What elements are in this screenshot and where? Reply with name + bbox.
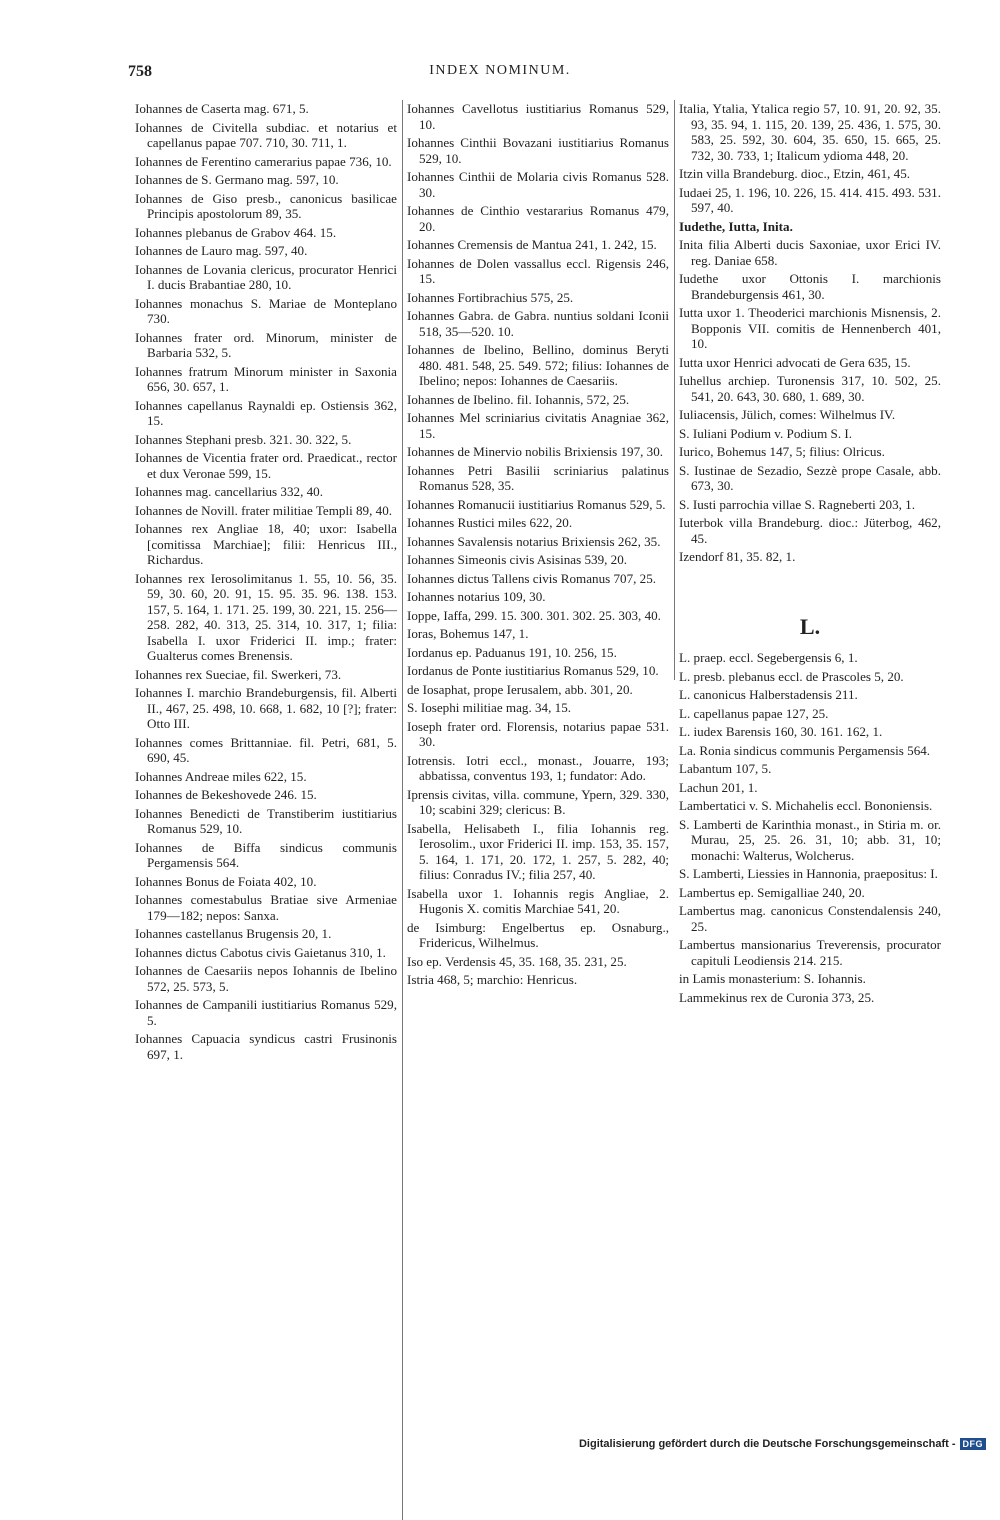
index-entry: Iudethe uxor Ottonis I. marchionis Brandeburgensis 461, 30. bbox=[679, 271, 941, 302]
index-entry: in Lamis monasterium: S. Iohannis. bbox=[679, 971, 866, 986]
index-entry: S. Iuliani Podium v. Podium S. I. bbox=[679, 425, 853, 441]
index-entry: Iordanus de Ponte iustitiarius Romanus 529, 10. bbox=[407, 663, 659, 678]
index-entry: Iohannes de Biffa sindicus communis Pergamensis 564. bbox=[135, 839, 397, 870]
index-entry: Izendorf 81, 35. 82, 1. bbox=[679, 549, 796, 564]
index-entry: Iprensis civitas, villa. commune, Ypern, 329. 330, 10; scabini 329; clericus: B. bbox=[407, 786, 669, 817]
index-entry: Ioras, Bohemus 147, 1. bbox=[407, 626, 529, 641]
index-entry: L. presb. plebanus eccl. de Prascoles 5, 20. bbox=[679, 668, 904, 684]
index-entry: Iohannes Capuacia syndicus castri Frusinonis 697, 1. bbox=[135, 1031, 397, 1062]
page-number: 758 bbox=[128, 63, 152, 80]
index-entry: Iohannes castellanus Brugensis 20, 1. bbox=[135, 926, 332, 941]
index-entry: Iohannes de Minervio nobilis Brixiensis 197, 30. bbox=[407, 444, 664, 459]
index-entry: Iohannes de Dolen vassallus eccl. Rigensis 246, 15. bbox=[407, 255, 669, 286]
index-entry: S. Iusti parrochia villae S. Ragneberti 203, 1. bbox=[679, 496, 916, 512]
index-entry: Lambertus ep. Semigalliae 240, 20. bbox=[679, 884, 865, 900]
group-heading: Iudethe, Iutta, Inita. bbox=[679, 218, 793, 234]
index-entry: Iotrensis. Iotri eccl., monast., Jouarre, 193; abbatissa, conventus 193, 1; fundator: Ado. bbox=[407, 752, 669, 783]
index-entry: Iohannes de Giso presb., canonicus basilicae Principis apostolorum 89, 35. bbox=[135, 190, 397, 221]
index-entry: Iohannes de Lauro mag. 597, 40. bbox=[135, 243, 308, 258]
index-entry: Iohannes Cremensis de Mantua 241, 1. 242, 15. bbox=[407, 237, 657, 252]
footer-text: Digitalisierung gefördert durch die Deutsche Forschungsgemeinschaft - bbox=[578, 1438, 956, 1450]
index-entry: Lambertus mag. canonicus Constendalensis 240, 25. bbox=[679, 903, 941, 934]
index-entry: Iohannes Andreae miles 622, 15. bbox=[135, 768, 307, 784]
index-entry: Iuliacensis, Jülich, comes: Wilhelmus IV. bbox=[679, 407, 896, 422]
index-entry: Istria 468, 5; marchio: Henricus. bbox=[407, 972, 578, 987]
index-entry: Iohannes de Vicentia frater ord. Praedicat., rector et dux Veronae 599, 15. bbox=[135, 450, 397, 481]
index-column-2 bbox=[407, 101, 669, 991]
index-entry: Iohannes rex Sueciae, fil. Swerkeri, 73. bbox=[135, 666, 342, 682]
index-entry: Iohannes Benedicti de Transtiberim iustitiarius Romanus 529, 10. bbox=[135, 805, 397, 836]
index-entry: Iohannes de Bekeshovede 246. 15. bbox=[135, 787, 317, 802]
index-entry: Iuhellus archiep. Turonensis 317, 10. 502, 25. 541, 20. 643, 30. 680, 1. 689, 30. bbox=[679, 373, 941, 404]
index-entry: de Iosaphat, prope Ierusalem, abb. 301, 20. bbox=[407, 681, 633, 697]
index-entry: Iohannes de Lovania clericus, procurator Henrici I. ducis Brabantiae 280, 10. bbox=[135, 261, 397, 292]
index-entry: Iohannes de Ferentino camerarius papae 736, 10. bbox=[135, 153, 392, 169]
index-entry: L. canonicus Halberstadensis 211. bbox=[679, 687, 858, 702]
index-entry: Ioseph frater ord. Florensis, notarius papae 531. 30. bbox=[407, 718, 669, 749]
index-entry: Iohannes de Caserta mag. 671, 5. bbox=[135, 101, 309, 116]
index-entry: Iohannes Stephani presb. 321. 30. 322, 5. bbox=[135, 431, 352, 447]
index-entry: Iohannes Cinthii Bovazani iustitiarius Romanus 529, 10. bbox=[407, 135, 669, 166]
index-entry: Iohannes notarius 109, 30. bbox=[407, 589, 546, 604]
index-entry: Ioppe, Iaffa, 299. 15. 300. 301. 302. 25. 303, 40. bbox=[407, 607, 661, 623]
index-entry: Iurico, Bohemus 147, 5; filius: Olricus. bbox=[679, 444, 885, 459]
index-entry: Iohannes capellanus Raynaldi ep. Ostiensis 362, 15. bbox=[135, 397, 397, 428]
index-entry: Isabella uxor 1. Iohannis regis Angliae, 2. Hugonis X. comitis Marchiae 541, 20. bbox=[407, 885, 669, 916]
index-entry: Iohannes comes Brittanniae. fil. Petri, 681, 5. 690, 45. bbox=[135, 734, 397, 765]
index-entry: L. praep. eccl. Segebergensis 6, 1. bbox=[679, 650, 858, 665]
index-entry: Iohannes rex Angliae 18, 40; uxor: Isabella [comitissa Marchiae]; filii: Henricus III., Richardus. bbox=[135, 521, 397, 567]
index-entry: Iohannes Savalensis notarius Brixiensis 262, 35. bbox=[407, 533, 661, 549]
index-entry: S. Lamberti de Karinthia monast., in Stiria m. or. Murau, 25, 25. 26. 31, 10; abb. 31, 10; monachi: Walterus, Wolcherus. bbox=[679, 816, 941, 863]
index-entry: Iohannes de S. Germano mag. 597, 10. bbox=[135, 172, 339, 187]
index-entry: Labantum 107, 5. bbox=[679, 761, 772, 776]
index-entry: Iudaei 25, 1. 196, 10. 226, 15. 414. 415. 493. 531. 597, 40. bbox=[679, 184, 941, 215]
page-header bbox=[0, 63, 1000, 83]
dfg-logo: DFG bbox=[960, 1438, 987, 1450]
index-entry: Itzin villa Brandeburg. dioc., Etzin, 461, 45. bbox=[679, 166, 911, 181]
letter-heading: L. bbox=[799, 613, 821, 639]
index-entry: Iohannes Rustici miles 622, 20. bbox=[407, 515, 573, 530]
index-entry: Iordanus ep. Paduanus 191, 10. 256, 15. bbox=[407, 644, 617, 660]
index-entry: Iohannes Bonus de Foiata 402, 10. bbox=[135, 873, 317, 889]
index-entry: Iohannes de Novill. frater militiae Templi 89, 40. bbox=[135, 502, 393, 518]
index-entry: Iutta uxor Henrici advocati de Gera 635, 15. bbox=[679, 354, 911, 370]
index-entry: Iuterbok villa Brandeburg. dioc.: Jüterbog, 462, 45. bbox=[679, 515, 941, 546]
index-entry: S. Lamberti, Liessies in Hannonia, praepositus: I. bbox=[679, 866, 938, 881]
index-entry: Inita filia Alberti ducis Saxoniae, uxor Erici IV. reg. Daniae 658. bbox=[679, 237, 941, 268]
index-entry: Iohannes de Ibelino, Bellino, dominus Beryti 480. 481. 548, 25. 549. 572; filius: Iohannes de Ibelino; nepos: Iohannes de Caesariis. bbox=[407, 342, 669, 388]
funding-footer bbox=[579, 1438, 986, 1450]
index-entry: Lachun 201, 1. bbox=[679, 779, 758, 795]
index-entry: Iohannes Petri Basilii scriniarius palatinus Romanus 528, 35. bbox=[407, 462, 669, 493]
index-entry: Iohannes comestabulus Bratiae sive Armeniae 179—182; nepos: Sanxa. bbox=[135, 892, 397, 923]
index-entry: Lambertatici v. S. Michahelis eccl. Bononiensis. bbox=[679, 798, 933, 813]
index-entry: Isabella, Helisabeth I., filia Iohannis reg. Ierosolim., uxor Friderici II. imp. 153, 35. 157, 5. 164, 1. 171, 20. 172, 1. 257, 5. 282, 40; filius: Conradus IV.; filia 257, 40. bbox=[407, 820, 669, 882]
index-entry: Iohannes Simeonis civis Asisinas 539, 20. bbox=[407, 552, 628, 567]
index-entry: Lammekinus rex de Curonia 373, 25. bbox=[679, 989, 875, 1005]
index-entry: Iohannes de Ibelino. fil. Iohannis, 572, 25. bbox=[407, 391, 630, 407]
index-entry: Iohannes de Caesariis nepos Iohannis de Ibelino 572, 25. 573, 5. bbox=[135, 963, 397, 994]
index-entry: Iohannes I. marchio Brandeburgensis, fil. Alberti II., 467, 25. 498, 10. 668, 1. 682, 10 [?]; frater: Otto III. bbox=[135, 685, 397, 731]
index-entry: S. Iustinae de Sezadio, Sezzè prope Casale, abb. 673, 30. bbox=[679, 462, 941, 493]
index-entry: Iohannes de Campanili iustitiarius Romanus 529, 5. bbox=[135, 997, 397, 1028]
index-entry: L. iudex Barensis 160, 30. 161. 162, 1. bbox=[679, 724, 883, 739]
index-entry: Iohannes de Cinthio vestararius Romanus 479, 20. bbox=[407, 203, 669, 234]
index-entry: Iohannes fratrum Minorum minister in Saxonia 656, 30. 657, 1. bbox=[135, 363, 397, 394]
running-head: INDEX NOMINUM. bbox=[429, 63, 571, 78]
index-entry: L. capellanus papae 127, 25. bbox=[679, 705, 829, 721]
index-entry: Iohannes Cinthii de Molaria civis Romanus 528. 30. bbox=[407, 169, 669, 200]
index-entry: Iohannes Gabra. de Gabra. nuntius soldani Iconii 518, 35—520. 10. bbox=[407, 308, 669, 339]
index-entry: Iohannes Mel scriniarius civitatis Anagniae 362, 15. bbox=[407, 410, 669, 441]
index-entry: Iohannes de Civitella subdiac. et notarius et capellanus papae 707. 710, 30. 711, 1. bbox=[135, 119, 397, 150]
index-entry: Lambertus mansionarius Treverensis, procurator capituli Leodiensis 214. 215. bbox=[679, 937, 941, 968]
index-entry: Iohannes frater ord. Minorum, minister de Barbaria 532, 5. bbox=[135, 329, 397, 360]
column-divider bbox=[402, 100, 403, 1520]
index-entry: Iohannes plebanus de Grabov 464. 15. bbox=[135, 224, 337, 240]
index-entry: de Isimburg: Engelbertus ep. Osnaburg., Fridericus, Wilhelmus. bbox=[407, 919, 669, 950]
index-entry: Iohannes Fortibrachius 575, 25. bbox=[407, 289, 574, 305]
index-entry: La. Ronia sindicus communis Pergamensis 564. bbox=[679, 742, 931, 758]
index-entry: Iohannes dictus Cabotus civis Gaietanus 310, 1. bbox=[135, 944, 386, 960]
index-entry: Iutta uxor 1. Theoderici marchionis Misnensis, 2. Bopponis VII. comitis de Hennenberch 401, 10. bbox=[679, 305, 941, 351]
index-entry: Italia, Ytalia, Ytalica regio 57, 10. 91, 20. 92, 35. 93, 35. 94, 1. 115, 20. 139, 25. 436, 1. 575, 30. 583, 25. 592, 30. 604, 35. 650, 15. 665, 25. 732, 30. 733, 1; Italicum ydioma 448, 20. bbox=[679, 101, 941, 163]
index-entry: Iohannes monachus S. Mariae de Monteplano 730. bbox=[135, 295, 397, 326]
index-entry: Iohannes dictus Tallens civis Romanus 707, 25. bbox=[407, 570, 657, 586]
index-column-3 bbox=[679, 101, 941, 1008]
index-entry: Iohannes Romanucii iustitiarius Romanus 529, 5. bbox=[407, 496, 666, 512]
index-entry: Iohannes Cavellotus iustitiarius Romanus 529, 10. bbox=[407, 101, 669, 132]
index-entry: Iohannes mag. cancellarius 332, 40. bbox=[135, 484, 323, 499]
index-entry: S. Iosephi militiae mag. 34, 15. bbox=[407, 700, 572, 715]
column-divider bbox=[674, 100, 675, 680]
index-entry: Iso ep. Verdensis 45, 35. 168, 35. 231, 25. bbox=[407, 953, 627, 969]
index-column-1 bbox=[135, 101, 397, 1065]
index-entry: Iohannes rex Ierosolimitanus 1. 55, 10. 56, 35. 59, 30. 60, 20. 91, 15. 95. 35. 96. 138. 153. 157, 5. 164, 1. 171. 25. 199, 30. 221, 15. 256—258. 282, 40. 313, 25. 314, 10. 317, 1; filia: Isabella I. uxor Friderici II. imp.; frater: Gualterus comes Brenensis. bbox=[135, 570, 397, 663]
